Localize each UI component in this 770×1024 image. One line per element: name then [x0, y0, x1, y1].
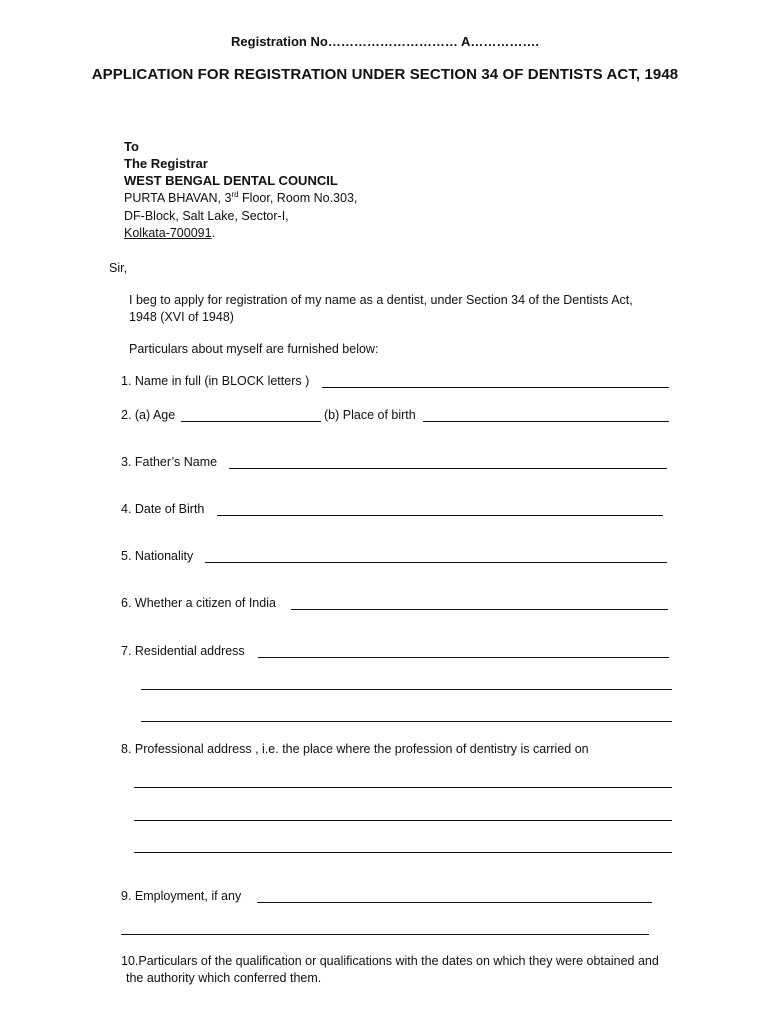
field-2b-line[interactable]: [423, 421, 669, 422]
field-1-line[interactable]: [322, 387, 669, 388]
field-8-line-3[interactable]: [134, 852, 672, 853]
address-line-2: DF-Block, Salt Lake, Sector-I,: [124, 209, 289, 223]
address-line-1: PURTA BHAVAN, 3rd Floor, Room No.303,: [124, 189, 358, 205]
address-recipient: The Registrar: [124, 156, 208, 171]
field-1-label: 1. Name in full (in BLOCK letters ): [121, 374, 310, 388]
field-7-line-2[interactable]: [141, 689, 672, 690]
field-7-label: 7. Residential address: [121, 644, 245, 658]
field-8-line-2[interactable]: [134, 820, 672, 821]
registration-number: Registration No………………………… A…………….: [231, 34, 539, 49]
address-to: To: [124, 139, 139, 154]
field-10-label-line-1: 10.Particulars of the qualification or qualifications with the dates on which they were obtained and: [121, 954, 659, 968]
field-9-line-2[interactable]: [121, 934, 649, 935]
field-5-label: 5. Nationality: [121, 549, 194, 563]
intro-line-2: 1948 (XVI of 1948): [129, 310, 234, 324]
field-6-line[interactable]: [291, 609, 668, 610]
field-10-label-line-2: the authority which conferred them.: [126, 971, 322, 985]
field-2a-line[interactable]: [181, 421, 321, 422]
field-4-label: 4. Date of Birth: [121, 502, 205, 516]
address-council: WEST BENGAL DENTAL COUNCIL: [124, 173, 338, 188]
field-9-label: 9. Employment, if any: [121, 889, 242, 903]
particulars-heading: Particulars about myself are furnished below:: [129, 342, 379, 356]
salutation: Sir,: [109, 261, 128, 275]
field-7-line-1[interactable]: [258, 657, 669, 658]
field-8-line-1[interactable]: [134, 787, 672, 788]
field-3-label: 3. Father’s Name: [121, 455, 218, 469]
form-title: APPLICATION FOR REGISTRATION UNDER SECTION 34 OF DENTISTS ACT, 1948: [91, 66, 679, 83]
field-2a-label: 2. (a) Age: [121, 408, 176, 422]
field-2b-label: (b) Place of birth: [324, 408, 416, 422]
field-8-label: 8. Professional address , i.e. the place where the profession of dentistry is carried on: [121, 742, 589, 756]
field-5-line[interactable]: [205, 562, 667, 563]
field-9-line-1[interactable]: [257, 902, 652, 903]
field-4-line[interactable]: [217, 515, 663, 516]
address-line-3: Kolkata-700091.: [124, 226, 216, 240]
field-3-line[interactable]: [229, 468, 667, 469]
intro-line-1: I beg to apply for registration of my name as a dentist, under Section 34 of the Dentists Act,: [129, 293, 633, 307]
field-6-label: 6. Whether a citizen of India: [121, 596, 276, 610]
field-7-line-3[interactable]: [141, 721, 672, 722]
